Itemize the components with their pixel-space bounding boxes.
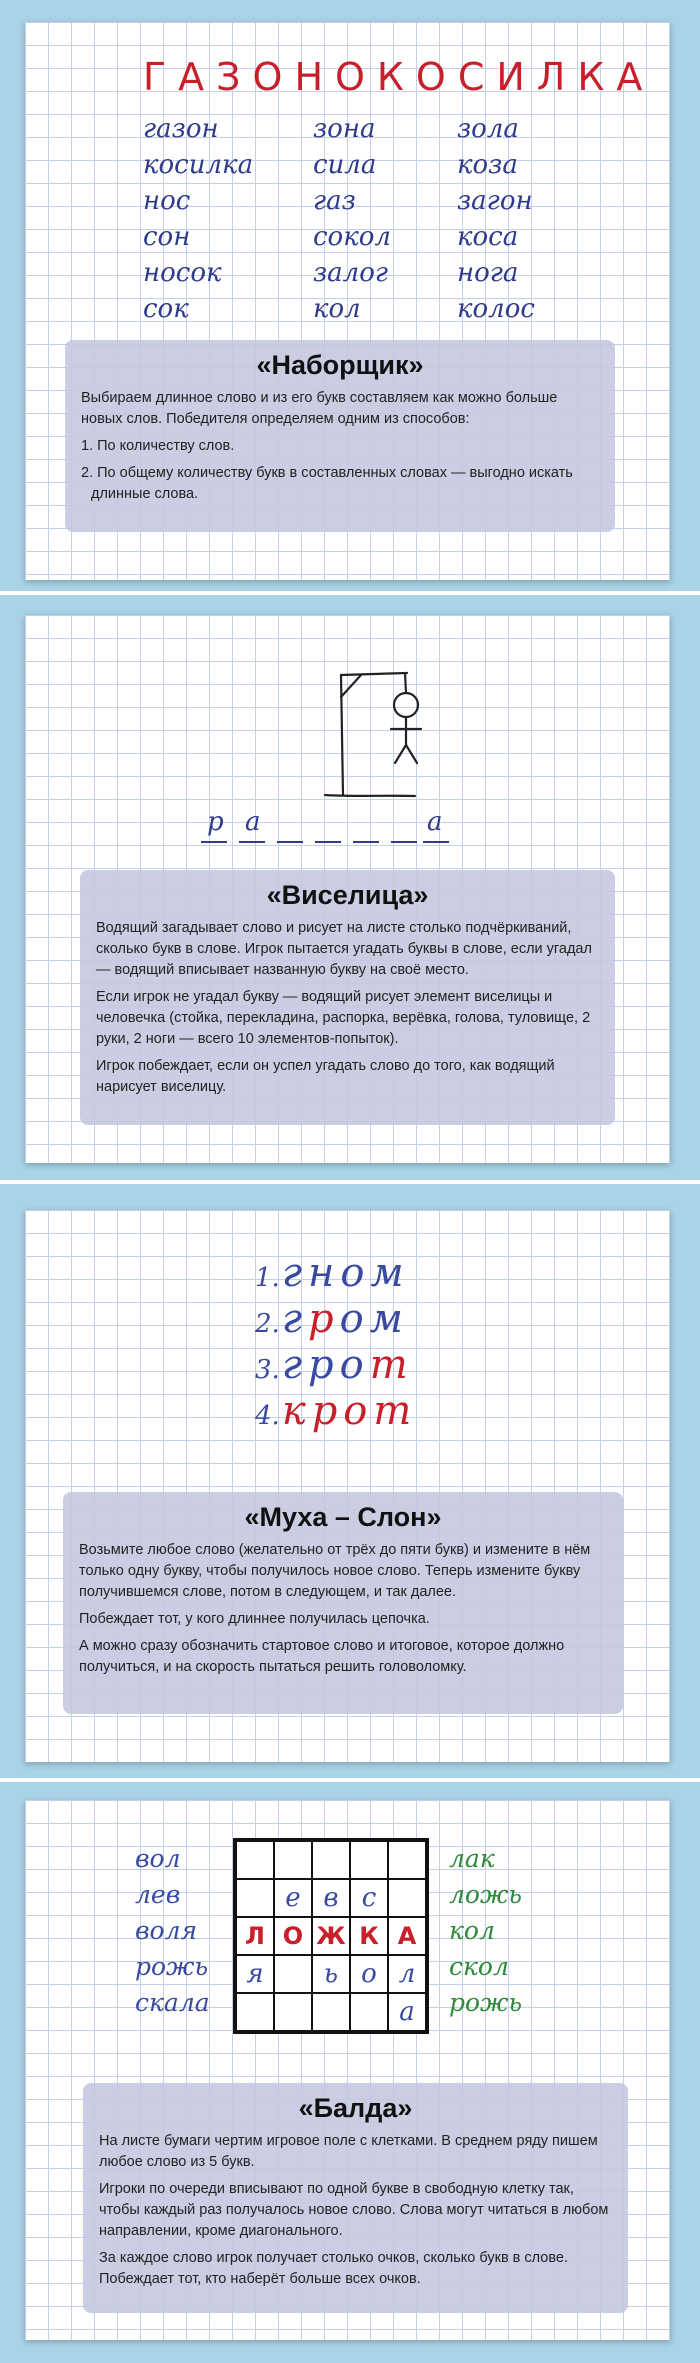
word: коза (457, 150, 518, 180)
grid-cell: л (388, 1955, 426, 1993)
game-title: «Наборщик» (256, 350, 424, 380)
grid-cell (388, 1841, 426, 1879)
word: ложь (449, 1880, 522, 1909)
rules-text: Возьмите любое слово (желательно от трёх до пяти букв) и измените в нём только одну букву, чтобы получилось новое слово. Теперь измените букву получившемся слове, потом в следующем, и так далее. (79, 1542, 591, 1600)
grid-cell: я (236, 1955, 274, 1993)
word-slots (197, 807, 457, 847)
word: воля (135, 1916, 198, 1945)
card-naborshchik (25, 22, 670, 580)
grid-cell (236, 1841, 274, 1879)
rules-text: Побеждает тот, у кого длиннее получилась цепочка. (79, 1611, 430, 1627)
word: газ (313, 186, 356, 216)
word: сила (313, 150, 377, 180)
word: сок (143, 294, 189, 324)
grid-cell (312, 1841, 350, 1879)
section-divider (0, 591, 700, 595)
rules-text: Игрок побеждает, если он успел угадать слово до того, как водящий нарисует виселицу. (96, 1058, 555, 1095)
section-divider (0, 1180, 700, 1184)
word: рожь (449, 1988, 523, 2017)
chain-word: гном (281, 1250, 410, 1296)
section-divider (0, 1778, 700, 1782)
grid-cell (274, 1955, 312, 1993)
grid-cell (350, 1993, 388, 2031)
word: лак (449, 1844, 495, 1873)
chain-rest: рот (311, 1388, 418, 1434)
rules-text: На листе бумаги чертим игровое поле с клетками. В среднем ряду пишем любое слово из 5 букв. (99, 2133, 598, 2170)
letter-slot: а (245, 807, 261, 837)
rules-text: А можно сразу обозначить стартовое слово и итоговое, которое должно получиться, и на скорость пытаться решить головоломку. (79, 1638, 565, 1675)
step-number: 2. (255, 1309, 280, 1339)
grid-cell: в (312, 1879, 350, 1917)
word: сон (143, 222, 191, 252)
word: носок (143, 258, 222, 288)
word: лев (135, 1880, 181, 1909)
grid-cell: А (388, 1917, 426, 1955)
word: залог (313, 258, 389, 288)
word: газон (143, 114, 219, 144)
grid-cell (274, 1993, 312, 2031)
game-title: «Виселица» (266, 880, 429, 910)
word: колос (457, 294, 535, 324)
grid-cell: о (350, 1955, 388, 1993)
rules-text: 1. По количеству слов. (81, 438, 235, 454)
word: кол (313, 294, 361, 324)
word: коса (457, 222, 519, 252)
chain-row (255, 1388, 417, 1434)
balda-grid (233, 1838, 429, 2034)
grid-cell (388, 1879, 426, 1917)
rules-text: 2. По общему количеству букв в составленных словах — выгодно искать длинные слова. (81, 465, 573, 502)
word: кол (449, 1916, 495, 1945)
rules-panel (63, 1492, 623, 1714)
word: нос (143, 186, 191, 216)
chain-row (255, 1296, 409, 1342)
step-number: 3. (255, 1355, 280, 1385)
grid-cell: а (388, 1993, 426, 2031)
rules-text: Выбираем длинное слово и из его букв составляем как можно больше новых слов. Победителя определяем одним из способов: (81, 390, 558, 427)
word: скол (449, 1952, 509, 1981)
step-number: 1. (255, 1263, 280, 1293)
rules-text: Игроки по очереди вписывают по одной букве в свободную клетку так, чтобы каждый раз получалось новое слово. Слова могут читаться в любом направлении, кроме диагонального. (99, 2181, 609, 2239)
grid-cell: К (350, 1917, 388, 1955)
chain-row (255, 1250, 410, 1296)
letter-slot: р (207, 807, 224, 837)
grid-cell (350, 1841, 388, 1879)
grid-cell: с (350, 1879, 388, 1917)
changed-letter: т (369, 1342, 414, 1388)
grid-cell (312, 1993, 350, 2031)
rules-text: Если игрок не угадал букву — водящий рисует элемент виселицы и человечка (стойка, перекладина, распорка, верёвка, голова, туловище, 2 руки, 2 ноги — всего 10 элементов-попыток). (96, 989, 591, 1047)
word: сокол (313, 222, 391, 252)
grid-cell: е (274, 1879, 312, 1917)
chain-prefix: гро (281, 1342, 370, 1388)
game-title: «Муха – Слон» (244, 1502, 442, 1532)
changed-letter: р (308, 1296, 340, 1342)
grid-cell: Ж (312, 1917, 350, 1955)
grid-cell: ь (312, 1955, 350, 1993)
card-balda (25, 1800, 670, 2340)
rules-panel (83, 2083, 628, 2313)
big-word: ГАЗОНОКОСИЛКА (143, 55, 655, 99)
changed-letter: к (281, 1388, 312, 1434)
chain-row (255, 1342, 414, 1388)
gallows-drawing (295, 645, 455, 805)
word: рожь (135, 1952, 209, 1981)
word: вол (135, 1844, 181, 1873)
chain-rest: ом (339, 1296, 409, 1342)
word: скала (135, 1988, 210, 2017)
rules-text: Водящий загадывает слово и рисует на листе столько подчёркиваний, сколько букв в слове. Игрок пытается угадать буквы в слове, если угадал — водящий вписывает названную букву на своё место. (96, 920, 592, 978)
step-number: 4. (255, 1401, 280, 1431)
word: зола (457, 114, 519, 144)
grid-cell (274, 1841, 312, 1879)
grid-cell (236, 1879, 274, 1917)
card-mukha-slon (25, 1210, 670, 1762)
word: загон (457, 186, 533, 216)
grid-cell (236, 1993, 274, 2031)
word: нога (457, 258, 519, 288)
grid-cell: Л (236, 1917, 274, 1955)
word: косилка (143, 150, 254, 180)
grid-cell: О (274, 1917, 312, 1955)
chain-prefix: г (281, 1296, 309, 1342)
rules-panel (65, 340, 615, 532)
rules-text: За каждое слово игрок получает столько очков, сколько букв в слове. Побеждает тот, кто наберёт больше всех очков. (99, 2250, 568, 2287)
card-viselitsa (25, 615, 670, 1163)
letter-slot: а (427, 807, 443, 837)
rules-panel (80, 870, 615, 1125)
game-title: «Балда» (298, 2093, 413, 2123)
word: зона (313, 114, 376, 144)
